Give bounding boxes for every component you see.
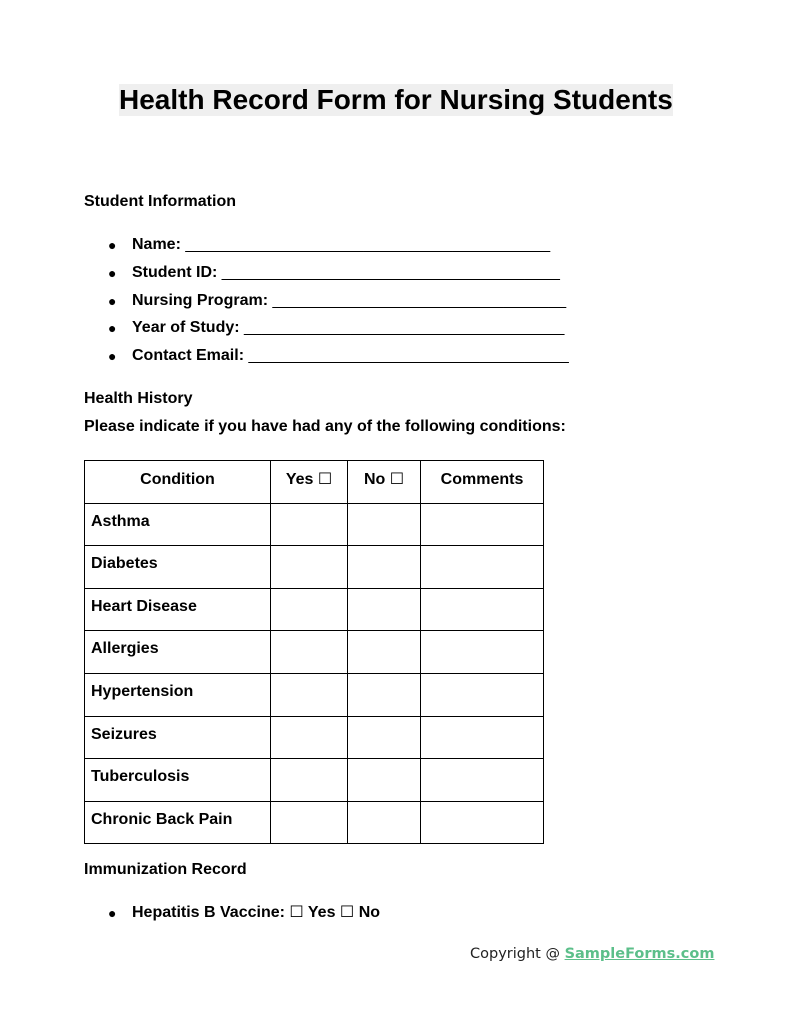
bullet-icon: ● bbox=[108, 905, 117, 921]
bullet-icon: ● bbox=[108, 348, 117, 365]
brand-link[interactable]: SampleForms.com bbox=[564, 946, 715, 962]
yes-cell[interactable] bbox=[271, 759, 348, 802]
no-cell[interactable] bbox=[348, 631, 421, 674]
bullet-icon: ● bbox=[108, 320, 117, 337]
nursing-program-field[interactable]: _________________________________ bbox=[272, 291, 567, 309]
yes-cell[interactable] bbox=[271, 673, 348, 716]
bullet-icon: ● bbox=[108, 264, 117, 281]
student-info-heading: Student Information bbox=[84, 193, 236, 210]
condition-cell: Allergies bbox=[85, 631, 271, 674]
bullet-icon: ● bbox=[108, 237, 117, 253]
name-field[interactable]: _________________________________________ bbox=[185, 236, 551, 253]
column-header-condition: Condition bbox=[85, 461, 271, 504]
hepatitis-b-item[interactable]: Hepatitis B Vaccine: ☐ Yes ☐ No bbox=[132, 904, 381, 921]
comments-cell[interactable] bbox=[421, 546, 544, 589]
year-of-study-field[interactable]: ____________________________________ bbox=[244, 319, 565, 337]
no-cell[interactable] bbox=[348, 546, 421, 589]
column-header-no: No ☐ bbox=[348, 461, 421, 504]
field-label-name: Name: bbox=[132, 236, 181, 253]
comments-cell[interactable] bbox=[421, 588, 544, 631]
table-row bbox=[85, 673, 544, 716]
condition-cell: Tuberculosis bbox=[85, 759, 271, 802]
contact-email-field[interactable]: ____________________________________ bbox=[248, 347, 569, 365]
no-cell[interactable] bbox=[348, 588, 421, 631]
table-row bbox=[85, 716, 544, 759]
conditions-table bbox=[84, 460, 544, 844]
field-label-year-of-study: Year of Study: bbox=[132, 319, 240, 337]
yes-cell[interactable] bbox=[271, 546, 348, 589]
condition-cell: Seizures bbox=[85, 716, 271, 759]
no-cell[interactable] bbox=[348, 801, 421, 844]
table-row bbox=[85, 588, 544, 631]
yes-cell[interactable] bbox=[271, 716, 348, 759]
comments-cell[interactable] bbox=[421, 716, 544, 759]
field-label-nursing-program: Nursing Program: bbox=[132, 291, 269, 309]
yes-cell[interactable] bbox=[271, 503, 348, 546]
field-label-student-id: Student ID: bbox=[132, 263, 218, 281]
condition-cell: Diabetes bbox=[85, 546, 271, 589]
table-row bbox=[85, 503, 544, 546]
table-row bbox=[85, 759, 544, 802]
no-cell[interactable] bbox=[348, 759, 421, 802]
comments-cell[interactable] bbox=[421, 503, 544, 546]
table-header-row bbox=[85, 461, 544, 504]
comments-cell[interactable] bbox=[421, 759, 544, 802]
no-cell[interactable] bbox=[348, 673, 421, 716]
health-history-instruction: Please indicate if you have had any of the following conditions: bbox=[84, 418, 566, 435]
immunization-heading: Immunization Record bbox=[84, 861, 247, 878]
health-history-heading: Health History bbox=[84, 390, 193, 407]
column-header-comments: Comments bbox=[421, 461, 544, 504]
no-cell[interactable] bbox=[348, 503, 421, 546]
column-header-yes: Yes ☐ bbox=[271, 461, 348, 504]
condition-cell: Heart Disease bbox=[85, 588, 271, 631]
comments-cell[interactable] bbox=[421, 673, 544, 716]
condition-cell: Asthma bbox=[85, 503, 271, 546]
yes-cell[interactable] bbox=[271, 588, 348, 631]
yes-cell[interactable] bbox=[271, 631, 348, 674]
condition-cell: Hypertension bbox=[85, 673, 271, 716]
page-title: Health Record Form for Nursing Students bbox=[119, 84, 673, 115]
student-id-field[interactable]: ______________________________________ bbox=[221, 263, 560, 281]
bullet-icon: ● bbox=[108, 292, 117, 309]
table-row bbox=[85, 546, 544, 589]
no-cell[interactable] bbox=[348, 716, 421, 759]
copyright-text: Copyright @ bbox=[470, 946, 565, 962]
field-label-contact-email: Contact Email: bbox=[132, 347, 245, 365]
comments-cell[interactable] bbox=[421, 801, 544, 844]
yes-cell[interactable] bbox=[271, 801, 348, 844]
table-row bbox=[85, 801, 544, 844]
condition-cell: Chronic Back Pain bbox=[85, 801, 271, 844]
comments-cell[interactable] bbox=[421, 631, 544, 674]
copyright-footer bbox=[470, 946, 714, 962]
table-row bbox=[85, 631, 544, 674]
